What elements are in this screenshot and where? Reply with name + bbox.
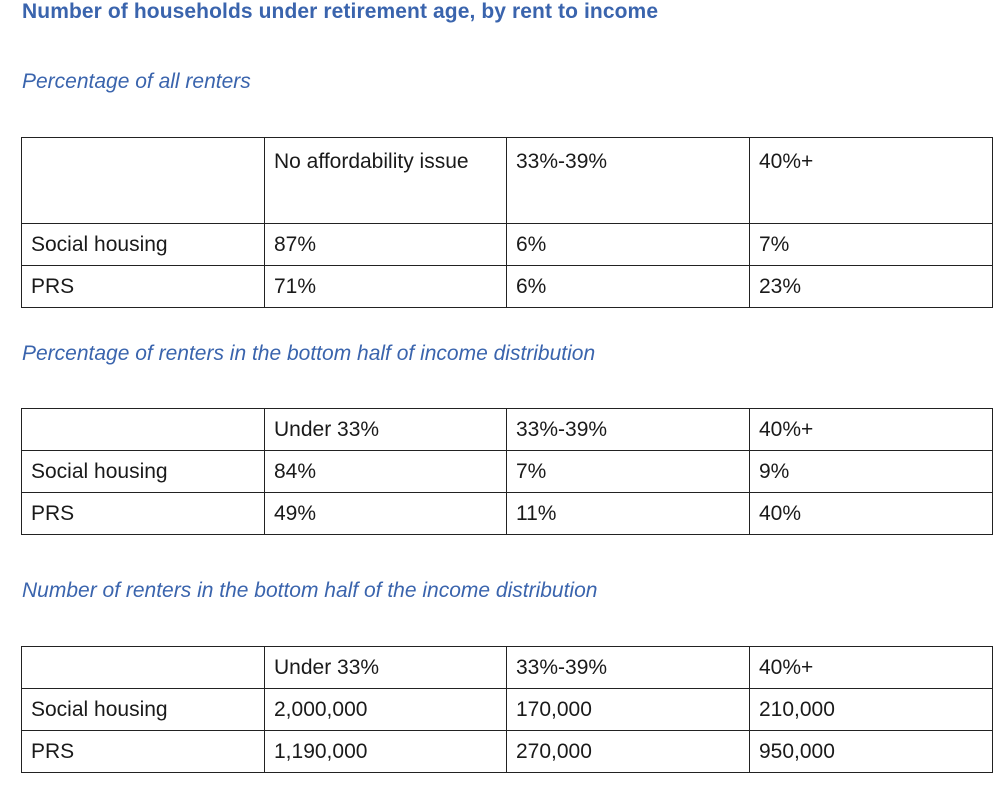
header-cell: Under 33% — [265, 409, 507, 451]
section-title-bottom-half-percentage: Percentage of renters in the bottom half of income distribution — [22, 342, 596, 365]
table-row — [22, 689, 993, 731]
table-row — [22, 493, 993, 535]
header-cell: Under 33% — [265, 647, 507, 689]
row-label: PRS — [22, 731, 265, 773]
table-cell: 1,190,000 — [265, 731, 507, 773]
table-cell: 40% — [750, 493, 993, 535]
header-cell-empty — [22, 138, 265, 224]
table-cell: 84% — [265, 451, 507, 493]
table-cell: 87% — [265, 224, 507, 266]
table-bottom-half-number — [21, 646, 993, 773]
row-label: PRS — [22, 266, 265, 308]
header-cell: No affordability issue — [265, 138, 507, 224]
table-cell: 210,000 — [750, 689, 993, 731]
header-cell-empty — [22, 409, 265, 451]
header-cell: 33%-39% — [507, 138, 750, 224]
table-row — [22, 451, 993, 493]
section-title-bottom-half-number: Number of renters in the bottom half of the income distribution — [22, 579, 598, 602]
table-row — [22, 224, 993, 266]
table-all-renters — [21, 137, 993, 308]
table-cell: 950,000 — [750, 731, 993, 773]
section-title-all-renters: Percentage of all renters — [22, 70, 251, 93]
row-label: PRS — [22, 493, 265, 535]
row-label: Social housing — [22, 689, 265, 731]
table-cell: 7% — [750, 224, 993, 266]
row-label: Social housing — [22, 224, 265, 266]
table-header-row — [22, 409, 993, 451]
table-cell: 11% — [507, 493, 750, 535]
header-cell: 33%-39% — [507, 647, 750, 689]
table-header-row — [22, 138, 993, 224]
row-label: Social housing — [22, 451, 265, 493]
table-row — [22, 266, 993, 308]
header-cell-empty — [22, 647, 265, 689]
table-cell: 71% — [265, 266, 507, 308]
page-title: Number of households under retirement age, by rent to income — [22, 0, 659, 23]
table-cell: 6% — [507, 266, 750, 308]
table-cell: 49% — [265, 493, 507, 535]
table-header-row — [22, 647, 993, 689]
header-cell: 33%-39% — [507, 409, 750, 451]
table-cell: 7% — [507, 451, 750, 493]
table-cell: 9% — [750, 451, 993, 493]
header-cell: 40%+ — [750, 409, 993, 451]
header-cell: 40%+ — [750, 138, 993, 224]
table-cell: 6% — [507, 224, 750, 266]
table-cell: 270,000 — [507, 731, 750, 773]
table-cell: 23% — [750, 266, 993, 308]
header-cell: 40%+ — [750, 647, 993, 689]
table-bottom-half-percentage — [21, 408, 993, 535]
table-row — [22, 731, 993, 773]
table-cell: 170,000 — [507, 689, 750, 731]
table-cell: 2,000,000 — [265, 689, 507, 731]
